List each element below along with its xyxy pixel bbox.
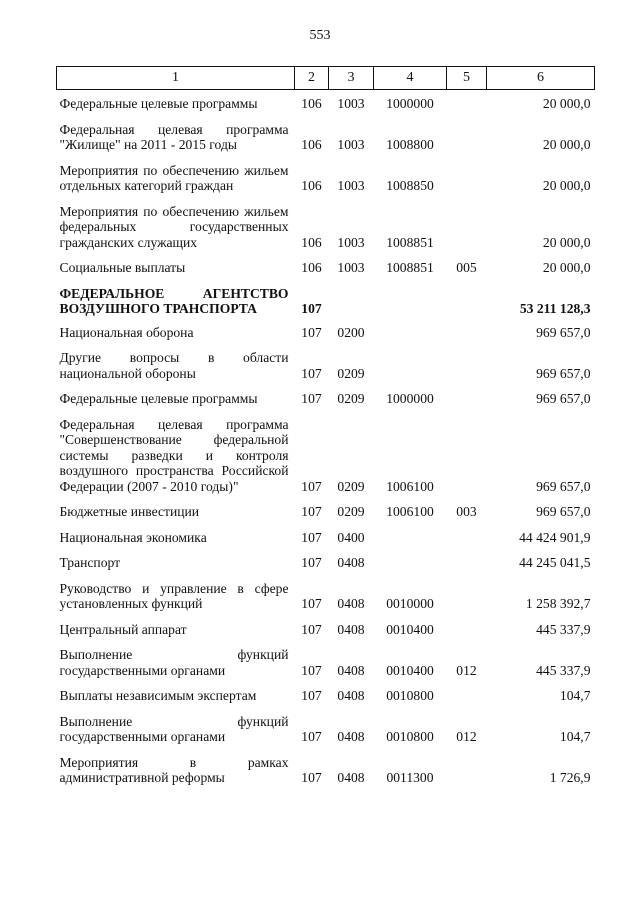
row-amount: 445 337,9 (536, 621, 591, 637)
row-amount: 1 726,9 (549, 770, 591, 785)
table-row (57, 204, 595, 251)
header-col-4: 4 (374, 67, 447, 90)
table-row (57, 260, 595, 276)
row-spacer-cell (57, 407, 595, 417)
row-code-3: 0408 (337, 662, 365, 678)
row-code-4 (374, 555, 447, 571)
row-code-4: 0010400 (386, 621, 434, 637)
table-row (57, 688, 595, 704)
row-name: Транспорт (59, 555, 121, 570)
row-code-2: 107 (301, 662, 322, 678)
row-spacer-cell (57, 317, 595, 325)
row-spacer-cell (57, 520, 595, 530)
table-row (57, 350, 595, 381)
row-code-2: 107 (301, 391, 322, 406)
table-row (57, 530, 595, 546)
row-name: ФЕДЕРАЛЬНОЕ АГЕНТСТВО ВОЗДУШНОГО ТРАНСПОРТА (59, 285, 289, 316)
table-header (57, 67, 595, 90)
row-spacer (57, 545, 595, 555)
row-spacer (57, 194, 595, 204)
row-spacer-cell (57, 612, 595, 622)
row-code-5 (447, 530, 487, 546)
row-spacer (57, 381, 595, 391)
row-code-3: 1003 (337, 137, 365, 152)
row-spacer (57, 637, 595, 647)
row-amount: 969 657,0 (536, 324, 591, 340)
row-spacer-cell (57, 194, 595, 204)
table-row (57, 417, 595, 495)
row-name: Национальная оборона (59, 324, 194, 340)
table-row (57, 755, 595, 786)
row-code-5: 005 (456, 260, 477, 275)
row-code-4 (374, 325, 447, 341)
row-code-3: 0400 (337, 529, 365, 545)
row-spacer (57, 704, 595, 714)
row-code-2: 106 (301, 137, 322, 152)
row-name: Федеральная целевая программа "Жилище" на 2011 - 2015 годы (59, 121, 289, 152)
row-name: Руководство и управление в сфере установленных функций (59, 580, 289, 611)
row-code-5 (447, 555, 487, 571)
row-code-4: 0010400 (386, 662, 434, 678)
row-code-2: 107 (301, 529, 322, 545)
row-code-5 (447, 688, 487, 704)
row-code-4: 0011300 (386, 770, 434, 785)
table-row (57, 163, 595, 194)
row-spacer-cell (57, 545, 595, 555)
row-code-5 (447, 204, 487, 251)
row-amount: 20 000,0 (542, 137, 591, 152)
row-spacer (57, 571, 595, 581)
header-col-2: 2 (295, 67, 329, 90)
row-amount: 44 424 901,9 (519, 529, 591, 545)
row-amount: 969 657,0 (536, 478, 591, 494)
table-row (57, 647, 595, 678)
row-code-4: 1006100 (386, 504, 434, 519)
row-code-3: 0209 (337, 504, 365, 519)
row-code-3: 0408 (337, 596, 365, 611)
row-amount: 969 657,0 (536, 504, 591, 519)
row-name: Федеральная целевая программа "Совершенствование федеральной системы разведки и контроля воздушного пространства Российской Федерации (2007 - 2010 годы)" (59, 416, 289, 494)
row-code-3: 0408 (337, 688, 365, 703)
row-code-4: 1008851 (386, 234, 434, 250)
row-code-5 (447, 622, 487, 638)
row-amount: 1 258 392,7 (525, 596, 591, 611)
row-name: Социальные выплаты (59, 260, 186, 275)
row-spacer-cell (57, 678, 595, 688)
row-spacer-cell (57, 637, 595, 647)
row-amount: 44 245 041,5 (519, 555, 591, 570)
row-code-2: 106 (301, 96, 322, 111)
row-code-3: 1003 (337, 234, 365, 250)
row-code-4 (374, 350, 447, 381)
row-spacer-cell (57, 704, 595, 714)
row-name: Федеральные целевые программы (59, 96, 258, 111)
row-amount: 969 657,0 (536, 365, 591, 381)
header-col-1: 1 (57, 67, 295, 90)
row-spacer-cell (57, 112, 595, 122)
row-code-5 (447, 581, 487, 612)
table-row (57, 96, 595, 112)
row-code-5 (447, 391, 487, 407)
row-code-3: 1003 (337, 96, 365, 111)
row-code-2: 106 (301, 260, 322, 275)
row-code-5: 003 (456, 504, 477, 519)
row-spacer (57, 407, 595, 417)
row-code-5 (447, 122, 487, 153)
row-code-5: 012 (456, 729, 477, 744)
row-code-2: 107 (301, 478, 322, 494)
row-code-2: 107 (301, 555, 322, 570)
row-code-2: 107 (301, 301, 322, 316)
row-code-4: 0010800 (386, 688, 434, 703)
row-code-4: 0010800 (386, 729, 434, 744)
row-code-5 (447, 286, 487, 317)
row-spacer (57, 112, 595, 122)
page-number: 553 (309, 28, 331, 43)
row-amount: 20 000,0 (542, 96, 591, 111)
row-spacer (57, 276, 595, 286)
table-row (57, 391, 595, 407)
row-amount: 20 000,0 (542, 178, 591, 193)
table-row (57, 622, 595, 638)
row-code-4: 1008800 (386, 137, 434, 152)
row-name: Другие вопросы в области национальной обороны (59, 350, 289, 381)
header-row (57, 67, 595, 90)
row-code-4 (374, 286, 447, 317)
row-spacer-cell (57, 381, 595, 391)
row-amount: 445 337,9 (536, 662, 591, 678)
row-name: Мероприятия по обеспечению жильем федеральных государственных гражданских служащих (59, 203, 289, 250)
row-spacer-cell (57, 340, 595, 350)
row-spacer (57, 153, 595, 163)
row-spacer-cell (57, 250, 595, 260)
row-code-5 (447, 96, 487, 112)
row-code-4: 1008850 (386, 178, 434, 193)
table-row (57, 555, 595, 571)
row-spacer-cell (57, 494, 595, 504)
row-code-5 (447, 350, 487, 381)
table-row (57, 504, 595, 520)
row-name: Мероприятия в рамках административной реформы (59, 754, 289, 785)
table-row (57, 714, 595, 745)
row-code-5: 012 (456, 662, 477, 678)
row-code-3: 1003 (337, 178, 365, 193)
budget-table (56, 66, 595, 786)
row-code-4: 1006100 (386, 478, 434, 494)
row-code-2: 107 (301, 621, 322, 637)
table-row (57, 122, 595, 153)
row-code-5 (447, 163, 487, 194)
row-code-3 (329, 286, 374, 317)
row-name: Мероприятия по обеспечению жильем отдельных категорий граждан (59, 162, 289, 193)
row-name: Центральный аппарат (59, 621, 187, 637)
row-spacer-cell (57, 745, 595, 755)
row-code-2: 106 (301, 178, 322, 193)
row-name: Бюджетные инвестиции (59, 504, 200, 519)
row-code-2: 107 (301, 596, 322, 611)
row-code-4: 1000000 (386, 391, 434, 406)
row-name: Федеральные целевые программы (59, 391, 258, 406)
row-name: Выполнение функций государственными органами (59, 713, 289, 744)
row-spacer (57, 612, 595, 622)
row-amount: 104,7 (559, 688, 591, 703)
row-code-3: 0209 (337, 391, 365, 406)
header-col-5: 5 (447, 67, 487, 90)
row-spacer (57, 340, 595, 350)
table-row (57, 581, 595, 612)
header-col-6: 6 (487, 67, 595, 90)
row-spacer (57, 520, 595, 530)
row-code-3: 0209 (337, 478, 365, 494)
row-code-2: 107 (301, 504, 322, 519)
row-code-3: 1003 (337, 260, 365, 275)
row-code-3: 0408 (337, 729, 365, 744)
row-code-2: 107 (301, 324, 322, 340)
row-code-2: 107 (301, 365, 322, 381)
row-code-2: 107 (301, 688, 322, 703)
row-code-3: 0408 (337, 555, 365, 570)
row-name: Выполнение функций государственными органами (59, 647, 289, 678)
row-spacer (57, 317, 595, 325)
row-code-4: 0010000 (386, 596, 434, 611)
header-col-3: 3 (329, 67, 374, 90)
row-amount: 53 211 128,3 (519, 301, 591, 316)
row-code-4: 1000000 (386, 96, 434, 111)
row-spacer-cell (57, 571, 595, 581)
row-code-4: 1008851 (386, 260, 434, 275)
row-code-5 (447, 417, 487, 495)
row-spacer (57, 678, 595, 688)
row-spacer (57, 250, 595, 260)
row-amount: 104,7 (559, 729, 591, 744)
row-amount: 20 000,0 (542, 260, 591, 275)
row-code-3: 0408 (337, 770, 365, 785)
table-row (57, 325, 595, 341)
row-code-3: 0200 (337, 324, 365, 340)
row-spacer (57, 745, 595, 755)
row-code-2: 107 (301, 770, 322, 785)
table-row (57, 286, 595, 317)
row-code-2: 107 (301, 729, 322, 744)
row-code-3: 0408 (337, 621, 365, 637)
row-amount: 969 657,0 (536, 391, 591, 406)
row-code-5 (447, 755, 487, 786)
row-code-5 (447, 325, 487, 341)
row-spacer-cell (57, 153, 595, 163)
table-body (57, 90, 595, 786)
row-code-4 (374, 530, 447, 546)
row-name: Национальная экономика (59, 529, 207, 545)
row-spacer (57, 494, 595, 504)
row-spacer-cell (57, 276, 595, 286)
row-name: Выплаты независимым экспертам (59, 688, 257, 703)
row-code-2: 106 (301, 234, 322, 250)
row-amount: 20 000,0 (542, 234, 591, 250)
row-code-3: 0209 (337, 365, 365, 381)
